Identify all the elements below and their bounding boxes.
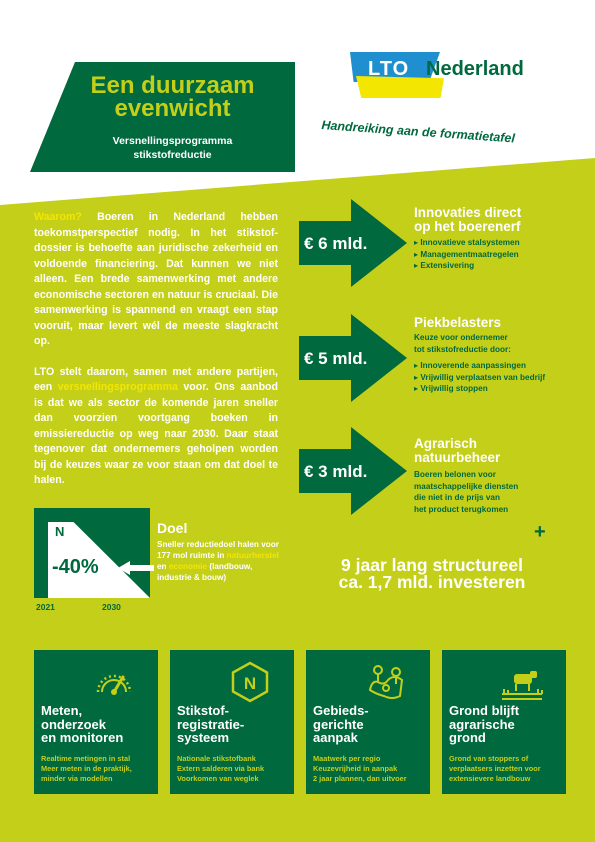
list-item: ▸ Vrijwillig stoppen bbox=[414, 383, 545, 395]
list-item: ▸ Extensivering bbox=[414, 260, 520, 272]
logo-lto-text: LTO bbox=[368, 58, 410, 80]
card-text-line: extensievere landbouw bbox=[449, 774, 531, 783]
card-title-line: registratie- bbox=[177, 716, 245, 732]
card-title bbox=[177, 704, 291, 745]
card-stikstof bbox=[170, 650, 294, 794]
goal-text bbox=[157, 539, 285, 583]
subtitle-line: Versnellingsprogramma bbox=[112, 135, 233, 147]
card-text-line: Realtime metingen in stal bbox=[41, 754, 131, 763]
card-title bbox=[449, 704, 563, 745]
card-gebied bbox=[306, 650, 430, 794]
section-list bbox=[414, 237, 520, 272]
amount-label: € 6 mld. bbox=[304, 234, 368, 253]
card-title-line: agrarische bbox=[449, 716, 515, 732]
intro-paragraph bbox=[34, 210, 278, 350]
goal-title: Doel bbox=[157, 520, 188, 536]
heading-line: Agrarisch bbox=[414, 436, 478, 451]
text-line: maatschappelijke diensten bbox=[414, 481, 519, 491]
card-title-line: Stikstof- bbox=[177, 703, 229, 718]
card-text-line: Maatwerk per regio bbox=[313, 754, 381, 763]
card-text-line: verplaatsers inzetten voor bbox=[449, 764, 541, 773]
logo-nederland-text: Nederland bbox=[426, 58, 524, 80]
subtitle-line: stikstofreductie bbox=[133, 149, 212, 161]
text-line: Boeren belonen voor bbox=[414, 470, 496, 479]
list-item: ▸ Innoverende aanpassingen bbox=[414, 360, 545, 372]
card-title-line: Meten, bbox=[41, 703, 83, 718]
card-grond bbox=[442, 650, 566, 794]
heading-line: natuurbeheer bbox=[414, 450, 501, 465]
intro-text bbox=[34, 210, 278, 489]
text-line: tot stikstofreductie door: bbox=[414, 344, 511, 354]
goal-text-en: en bbox=[157, 562, 167, 571]
year-start: 2021 bbox=[36, 602, 55, 612]
card-text-line: minder via modellen bbox=[41, 774, 113, 783]
card-text-line: 2 jaar plannen, dan uitvoer bbox=[313, 774, 407, 783]
card-title bbox=[313, 704, 427, 745]
year-end: 2030 bbox=[102, 602, 121, 612]
farmland-cow-icon bbox=[500, 660, 544, 704]
section-text bbox=[414, 469, 518, 515]
card-text bbox=[41, 754, 157, 784]
tagline: Handreiking aan de formatietafel bbox=[321, 118, 516, 146]
card-title-line: Gebieds- bbox=[313, 703, 369, 718]
card-text bbox=[177, 754, 293, 784]
card-title-line: en monitoren bbox=[41, 730, 124, 745]
card-title-line: onderzoek bbox=[41, 716, 107, 732]
total-line: 9 jaar lang structureel bbox=[341, 555, 523, 575]
list-item: ▸ Innovatieve stalsystemen bbox=[414, 237, 520, 249]
card-title bbox=[41, 704, 155, 745]
lto-logo bbox=[338, 46, 548, 106]
hexagon-letter: N bbox=[243, 674, 257, 693]
section-list bbox=[414, 360, 545, 395]
card-meten bbox=[34, 650, 158, 794]
goal-highlight: economie bbox=[168, 562, 208, 571]
intro-highlight: versnellingsprogramma bbox=[57, 381, 178, 393]
card-text-line: Nationale stikstofbank bbox=[177, 754, 256, 763]
page-subtitle bbox=[40, 134, 305, 162]
goal-text-b: (landbouw, industrie & bouw) bbox=[157, 562, 253, 582]
intro-paragraph bbox=[34, 365, 278, 489]
card-text bbox=[449, 754, 565, 784]
goal-n-label: N bbox=[55, 524, 65, 539]
card-text-line: Keuzevrijheid in aanpak bbox=[313, 764, 398, 773]
intro-p1-text: Boeren in Nederland hebben toekomstperspectief nodig. In het stikstof-dossier is behoefte aan juridische zekerheid en voldoende financiering. Dat kunnen we niet alleen. Een brede samenwerking met andere economische sectoren en natuur is cruciaal. Die samenwerking is spannend en vraagt een stap vooruit, maar levert wél de meeste slagkracht op. bbox=[34, 211, 278, 347]
card-text bbox=[313, 754, 429, 784]
map-pins-icon bbox=[364, 660, 408, 704]
list-item: ▸ Managementmaatregelen bbox=[414, 249, 520, 261]
goal-percent: -40% bbox=[52, 556, 99, 578]
goal-highlight: natuurherstel bbox=[226, 551, 279, 560]
card-title-line: grond bbox=[449, 730, 486, 745]
card-text-line: Extern salderen via bank bbox=[177, 764, 265, 773]
text-line: Keuze voor ondernemer bbox=[414, 333, 508, 342]
text-line: die niet in de prijs van bbox=[414, 493, 500, 502]
total-line: ca. 1,7 mld. investeren bbox=[338, 572, 526, 592]
card-title-line: systeem bbox=[177, 730, 230, 745]
page-title bbox=[30, 74, 315, 120]
list-item: ▸ Vrijwillig verplaatsen van bedrijf bbox=[414, 372, 545, 384]
card-title-line: Grond blijft bbox=[449, 703, 520, 718]
card-text-line: Meer meten in de praktijk, bbox=[41, 764, 132, 773]
title-line: Een duurzaam bbox=[90, 72, 255, 99]
intro-lead: Waarom? bbox=[34, 211, 82, 223]
heading-line: Innovaties direct bbox=[414, 205, 522, 220]
intro-p2-b: voor. Ons aanbod is dat we als sector de komende jaren sneller dan voorzien voortgang boeken in emissiereductie op weg naar 2030. Daar staat tegenover dat ondernemers geholpen worden bij de keuzes waar ze voor staan om dat doel te halen. bbox=[34, 381, 278, 486]
section-intro bbox=[414, 332, 511, 355]
plus-icon: + bbox=[534, 521, 546, 543]
card-title-line: aanpak bbox=[313, 730, 358, 745]
card-title-line: gerichte bbox=[313, 716, 364, 732]
intro-p2-a: LTO stelt daarom, samen met andere partijen, een bbox=[34, 365, 278, 393]
section-heading bbox=[414, 437, 500, 465]
hexagon-n-icon bbox=[228, 660, 272, 704]
heading-line: op het boerenerf bbox=[414, 219, 521, 234]
goal-text-a: Sneller reductiedoel halen voor 177 mol ruimte in bbox=[157, 540, 279, 560]
title-line: evenwicht bbox=[114, 95, 231, 122]
card-text-line: Grond van stoppers of bbox=[449, 754, 529, 763]
amount-label: € 3 mld. bbox=[304, 462, 368, 481]
gauge-icon bbox=[92, 660, 136, 704]
card-text-line: Voorkomen van weglek bbox=[177, 774, 259, 783]
amount-label: € 5 mld. bbox=[304, 349, 368, 368]
section-heading: Piekbelasters bbox=[414, 315, 502, 330]
section-heading bbox=[414, 206, 521, 234]
investment-total bbox=[296, 557, 568, 591]
text-line: het product terugkomen bbox=[414, 504, 509, 514]
